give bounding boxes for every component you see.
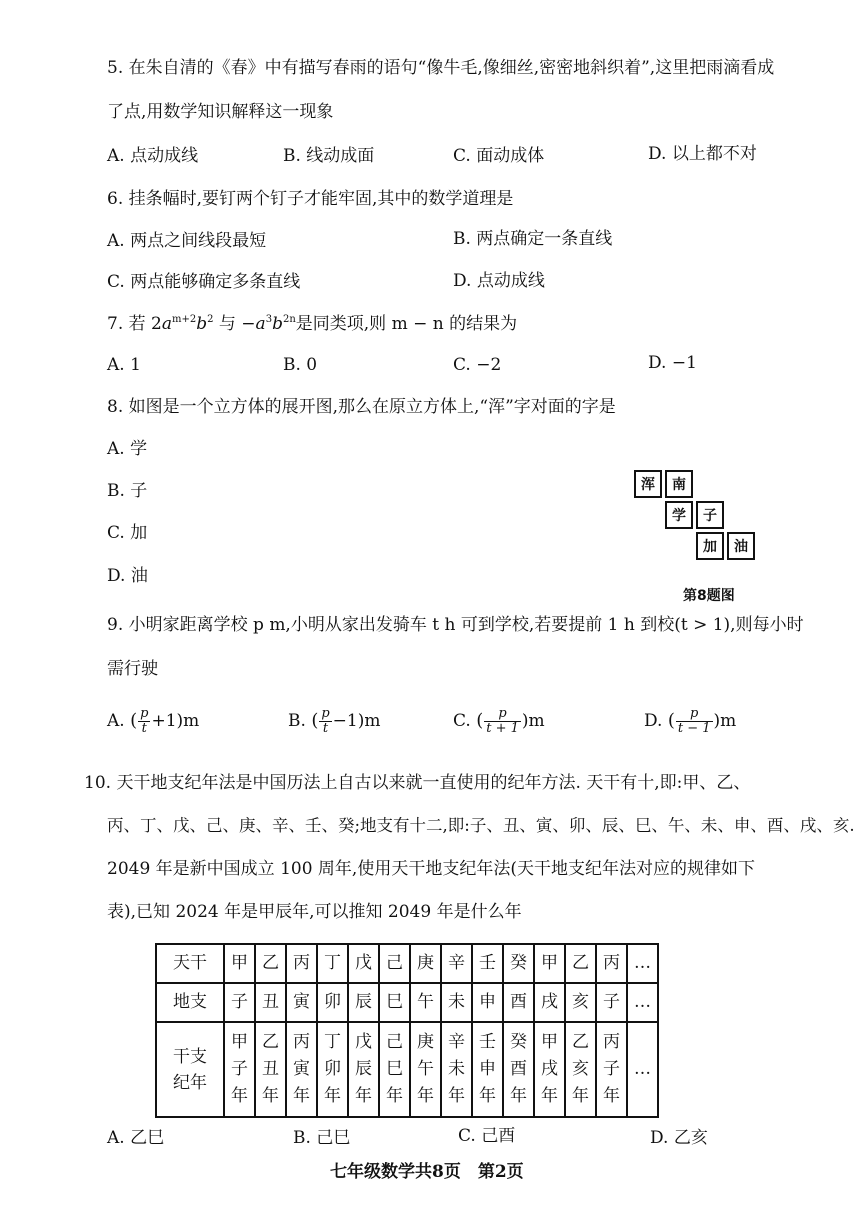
q7-option-a: A. 1 <box>107 355 141 375</box>
ganzhi-stem-char: 甲 <box>541 1032 558 1052</box>
dizhi-cell: 辰 <box>348 983 379 1022</box>
tiangan-cell: 乙 <box>565 944 596 983</box>
ganzhi-year-char: 年 <box>603 1086 620 1106</box>
tiangan-cell: … <box>627 944 658 983</box>
ganzhi-year-cell <box>286 1022 317 1117</box>
ganzhi-year-stack <box>535 1029 564 1110</box>
tiangan-cell: 庚 <box>410 944 441 983</box>
tiangan-cell: 壬 <box>472 944 503 983</box>
fraction: $\frac{p}{t - 1}$ <box>677 706 711 736</box>
q8-option-c: C. 加 <box>107 523 148 543</box>
dizhi-cell: 卯 <box>317 983 348 1022</box>
q8-option-a: A. 学 <box>107 439 148 459</box>
ganzhi-branch-char: 丑 <box>262 1059 279 1079</box>
ganzhi-year-cell <box>534 1022 565 1117</box>
ganzhi-branch-char: 子 <box>603 1059 620 1079</box>
ganzhi-stem-char: 乙 <box>262 1032 279 1052</box>
ganzhi-year-stack <box>349 1029 378 1110</box>
ganzhi-year-char: 年 <box>448 1086 465 1106</box>
q10-stem-line2: 丙、丁、戊、己、庚、辛、壬、癸;地支有十二,即:子、丑、寅、卯、辰、巳、午、未、申、酉、戌、亥. <box>107 816 855 835</box>
ganzhi-branch-char: 戌 <box>541 1059 558 1079</box>
q5-option-a: A. 点动成线 <box>107 146 199 166</box>
ganzhi-stem-char: 戊 <box>355 1032 372 1052</box>
ganzhi-year-char: 年 <box>417 1086 434 1106</box>
ganzhi-year-stack <box>442 1029 471 1110</box>
ganzhi-year-cell <box>348 1022 379 1117</box>
ganzhi-year-stack <box>504 1029 533 1110</box>
q5-option-c: C. 面动成体 <box>453 146 545 166</box>
ganzhi-stem-char: 丙 <box>293 1032 310 1052</box>
ganzhi-year-char: 年 <box>386 1086 403 1106</box>
dizhi-cell: 子 <box>224 983 255 1022</box>
q7-stem: 7. 若 $2a^{m+2}b^2$ 与 $-a^3b^{2n}$是同类项,则 m − n 的结果为 <box>107 314 518 334</box>
ganzhi-year-stack <box>380 1029 409 1110</box>
ganzhi-year-cell <box>410 1022 441 1117</box>
tiangan-cell: 丙 <box>286 944 317 983</box>
ganzhi-year-char: 年 <box>293 1086 310 1106</box>
ganzhi-year-stack <box>566 1029 595 1110</box>
ganzhi-branch-char: 子 <box>231 1059 248 1079</box>
net-cell-hun: 浑 <box>634 470 662 498</box>
ganzhi-stem-char: 乙 <box>572 1032 589 1052</box>
ganzhi-year-char: 年 <box>510 1086 527 1106</box>
q7-option-b: B. 0 <box>283 355 318 375</box>
tiangan-cell: 己 <box>379 944 410 983</box>
tiangan-cell: 丙 <box>596 944 627 983</box>
ganzhi-branch-char: 午 <box>417 1059 434 1079</box>
q10-option-c: C. 己酉 <box>458 1126 516 1146</box>
page-footer: 七年级数学共8页 第2页 <box>330 1162 524 1182</box>
tiangan-cell: 甲 <box>534 944 565 983</box>
q6-option-b: B. 两点确定一条直线 <box>453 229 613 249</box>
net-cell-zi: 子 <box>696 501 724 529</box>
tiangan-cell: 乙 <box>255 944 286 983</box>
ganzhi-year-cell <box>596 1022 627 1117</box>
tiangan-cell: 辛 <box>441 944 472 983</box>
dizhi-cell: 酉 <box>503 983 534 1022</box>
q10-stem-line1: 10. 天干地支纪年法是中国历法上自古以来就一直使用的纪年方法. 天干有十,即:甲、乙、 <box>84 773 751 793</box>
ganzhi-year-char: 年 <box>541 1086 558 1106</box>
row-head-tiangan: 天干 <box>156 944 224 983</box>
q6-option-c: C. 两点能够确定多条直线 <box>107 272 301 292</box>
q9-option-b: B. ( $\frac{p}{t}$ −1)m <box>288 706 381 736</box>
net-cell-you: 油 <box>727 532 755 560</box>
q9-option-a: A. ( $\frac{p}{t}$ +1)m <box>107 706 200 736</box>
ganzhi-branch-char: 寅 <box>293 1059 310 1079</box>
ganzhi-branch-char: 辰 <box>355 1059 372 1079</box>
net-cell-xue: 学 <box>665 501 693 529</box>
q10-option-a: A. 乙巳 <box>107 1128 165 1148</box>
fraction: $\frac{p}{t}$ <box>321 706 330 736</box>
q7-option-d: D. −1 <box>648 353 697 373</box>
table-row-ganzhi <box>156 1022 658 1117</box>
q6-option-d: D. 点动成线 <box>453 271 545 291</box>
dizhi-cell: … <box>627 983 658 1022</box>
ganzhi-branch-char: 酉 <box>510 1059 527 1079</box>
ganzhi-year-stack <box>597 1029 626 1110</box>
ganzhi-year-stack <box>473 1029 502 1110</box>
ganzhi-year-char: 年 <box>324 1086 341 1106</box>
q9-stem-line1: 9. 小明家距离学校 p m,小明从家出发骑车 t h 可到学校,若要提前 1 h 到校(t > 1),则每小时 <box>107 615 804 635</box>
row-head-ganzhi: 干支纪年 <box>156 1022 224 1117</box>
q6-stem: 6. 挂条幅时,要钉两个钉子才能牢固,其中的数学道理是 <box>107 189 514 209</box>
tiangan-cell: 丁 <box>317 944 348 983</box>
dizhi-cell: 丑 <box>255 983 286 1022</box>
ganzhi-stem-char: 癸 <box>510 1032 527 1052</box>
q7-option-c: C. −2 <box>453 355 502 375</box>
table-row-tiangan <box>156 944 658 983</box>
ganzhi-year-stack <box>287 1029 316 1110</box>
ganzhi-year-stack <box>318 1029 347 1110</box>
q9-stem-line2: 需行驶 <box>107 659 158 679</box>
ganzhi-year-cell <box>441 1022 472 1117</box>
ganzhi-year-char: 年 <box>262 1086 279 1106</box>
dizhi-cell: 未 <box>441 983 472 1022</box>
ganzhi-stem-char: 丁 <box>324 1032 341 1052</box>
ganzhi-branch-char: 亥 <box>572 1059 589 1079</box>
net-cell-jia: 加 <box>696 532 724 560</box>
ganzhi-year-cell <box>472 1022 503 1117</box>
ganzhi-year-cell <box>503 1022 534 1117</box>
q5-stem-line1: 5. 在朱自清的《春》中有描写春雨的语句“像牛毛,像细丝,密密地斜织着”,这里把雨滴看成 <box>107 58 775 78</box>
ganzhi-year-stack <box>256 1029 285 1110</box>
ganzhi-year-cell <box>379 1022 410 1117</box>
q9-option-c: C. ( $\frac{p}{t + 1}$ )m <box>453 706 545 736</box>
dizhi-cell: 申 <box>472 983 503 1022</box>
dizhi-cell: 寅 <box>286 983 317 1022</box>
q10-option-b: B. 己巳 <box>293 1128 351 1148</box>
ganzhi-branch-char: 巳 <box>386 1059 403 1079</box>
ganzhi-year-char: 年 <box>479 1086 496 1106</box>
ganzhi-stem-char: 辛 <box>448 1032 465 1052</box>
dizhi-cell: 亥 <box>565 983 596 1022</box>
q5-stem-line2: 了点,用数学知识解释这一现象 <box>107 102 334 122</box>
fraction: $\frac{p}{t}$ <box>140 706 149 736</box>
q8-option-b: B. 子 <box>107 481 148 501</box>
q10-stem-line4: 表),已知 2024 年是甲辰年,可以推知 2049 年是什么年 <box>107 902 522 922</box>
q8-stem: 8. 如图是一个立方体的展开图,那么在原立方体上,“浑”字对面的字是 <box>107 397 616 417</box>
ganzhi-branch-char: 未 <box>448 1059 465 1079</box>
q9-option-d: D. ( $\frac{p}{t - 1}$ )m <box>644 706 737 736</box>
ganzhi-year-stack <box>411 1029 440 1110</box>
dizhi-cell: 戌 <box>534 983 565 1022</box>
ganzhi-year-char: 年 <box>231 1086 248 1106</box>
figure-caption: 第8题图 <box>683 588 735 604</box>
ganzhi-stem-char: 壬 <box>479 1032 496 1052</box>
ganzhi-year-cell <box>224 1022 255 1117</box>
q10-option-d: D. 乙亥 <box>650 1128 708 1148</box>
ganzhi-stem-char: 甲 <box>231 1032 248 1052</box>
tiangan-cell: 戊 <box>348 944 379 983</box>
dizhi-cell: 巳 <box>379 983 410 1022</box>
q5-option-d: D. 以上都不对 <box>648 144 757 164</box>
ganzhi-year-cell: … <box>627 1022 658 1117</box>
row-head-dizhi: 地支 <box>156 983 224 1022</box>
ganzhi-year-stack <box>225 1029 254 1110</box>
tiangan-cell: 甲 <box>224 944 255 983</box>
table-row-dizhi <box>156 983 658 1022</box>
ganzhi-branch-char: 卯 <box>324 1059 341 1079</box>
ganzhi-year-cell <box>317 1022 348 1117</box>
ganzhi-year-char: 年 <box>355 1086 372 1106</box>
ganzhi-year-cell <box>255 1022 286 1117</box>
ganzhi-stem-char: 庚 <box>417 1032 434 1052</box>
ganzhi-table <box>155 943 659 1118</box>
ganzhi-year-char: 年 <box>572 1086 589 1106</box>
ganzhi-year-cell <box>565 1022 596 1117</box>
q8-option-d: D. 油 <box>107 566 148 586</box>
net-cell-nan: 南 <box>665 470 693 498</box>
q5-option-b: B. 线动成面 <box>283 146 375 166</box>
q10-stem-line3: 2049 年是新中国成立 100 周年,使用天干地支纪年法(天干地支纪年法对应的规律如下 <box>107 859 755 879</box>
dizhi-cell: 午 <box>410 983 441 1022</box>
dizhi-cell: 子 <box>596 983 627 1022</box>
ganzhi-stem-char: 己 <box>386 1032 403 1052</box>
tiangan-cell: 癸 <box>503 944 534 983</box>
ganzhi-branch-char: 申 <box>479 1059 496 1079</box>
q6-option-a: A. 两点之间线段最短 <box>107 231 267 251</box>
cube-net-figure <box>634 470 764 570</box>
fraction: $\frac{p}{t + 1}$ <box>486 706 519 736</box>
ganzhi-stem-char: 丙 <box>603 1032 620 1052</box>
